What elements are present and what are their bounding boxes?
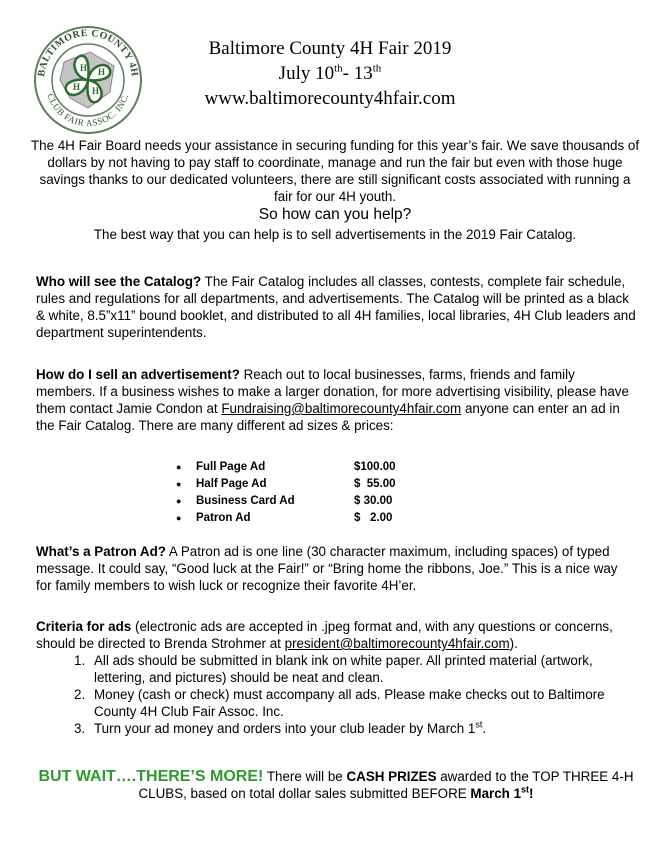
criteria-section (36, 618, 636, 737)
four-leaf-clover-icon (30, 22, 146, 134)
list-item (74, 652, 614, 686)
list-item (74, 686, 614, 720)
cash-prizes: CASH PRIZES (346, 769, 437, 784)
price-row (176, 459, 436, 476)
ad-price-list (176, 459, 436, 527)
intro-section (30, 137, 640, 243)
ad-price: $100.00 (354, 461, 396, 473)
price-row (176, 493, 436, 510)
patron-paragraph (36, 543, 636, 594)
website-url[interactable]: www.baltimorecounty4hfair.com (204, 88, 456, 109)
deadline-sup: st (521, 784, 530, 795)
bullet-icon: ● (176, 462, 182, 472)
list-text-wrap (94, 720, 486, 737)
svg-text:CLUB FAIR ASSOC. INC.: CLUB FAIR ASSOC. INC. (45, 92, 131, 129)
criteria-paragraph (36, 618, 636, 652)
closing-text-1: There will be (263, 769, 347, 784)
who-paragraph (36, 273, 636, 341)
deadline: March 1 (470, 786, 522, 801)
ad-type: Half Page Ad (196, 478, 267, 490)
list-number: 1. (74, 653, 86, 668)
price-row (176, 510, 436, 527)
bullet-icon: ● (176, 479, 182, 489)
how-paragraph (36, 366, 636, 434)
help-question: So how can you help? (258, 206, 412, 223)
patron-body: A Patron ad is one line (30 character maximum, including spaces) of typed message. It could say, “Good luck at the Fair!” or “Bring home the ribbons, Joe.” This is a nice way for family members to wish luck or recognize their favorite 4H’er. (36, 544, 618, 593)
list-text: Money (cash or check) must accompany all ads. Please make checks out to Baltimore County 4H Club Fair Assoc. Inc. (94, 687, 605, 719)
closing-text-2: awarded to the TOP THREE 4-H CLUBS, based on total dollar sales submitted BEFORE (138, 769, 634, 801)
how-body-1: Reach out to local businesses, farms, friends and family members. If a business wishes to make a larger donation, for more advertising visibility, please have them contact Jamie Condon at (36, 367, 629, 416)
ad-price: $ 30.00 (354, 495, 393, 507)
intro-paragraph: The 4H Fair Board needs your assistance in securing funding for this year’s fair. We save thousands of dollars by not having to pay staff to coordinate, manage and run the fair but even with those huge savings thanks to our dedicated volunteers, there are still significant costs associated with running a fair for our 4H youth. (30, 138, 640, 204)
ad-type: Patron Ad (196, 512, 251, 524)
dates-start-suffix: th (334, 62, 343, 75)
how-body-2: anyone can enter an ad in the Fair Catalog. There are many different ad sizes & prices: (36, 401, 620, 433)
criteria-body-2: ). (509, 636, 518, 651)
page-header (150, 36, 510, 111)
who-section (36, 273, 636, 341)
who-body: The Fair Catalog includes all classes, contests, complete fair schedule, rules and regulations for all departments, and advertisements. The Catalog will be printed as a black & white, 8.5”x11” bound booklet, and distributed to all 4H families, local libraries, 4H Club leaders and department superintendents. (36, 274, 636, 340)
patron-section (36, 543, 636, 594)
how-heading: How do I sell an advertisement? (36, 367, 240, 382)
list-item (74, 720, 614, 737)
svg-text:H: H (80, 63, 88, 73)
list-text-tail: . (482, 721, 487, 736)
svg-text:H: H (92, 86, 100, 96)
svg-text:BALTIMORE COUNTY 4H: BALTIMORE COUNTY 4H (36, 27, 140, 78)
ad-type: Business Card Ad (196, 495, 295, 507)
dates-end-suffix: th (372, 62, 382, 75)
president-email-link[interactable]: president@baltimorecounty4hfair.com (284, 636, 510, 651)
fair-logo (30, 22, 146, 134)
closing-section (36, 768, 636, 802)
closing-end: ! (529, 786, 534, 801)
price-row (176, 476, 436, 493)
ad-type: Full Page Ad (196, 461, 266, 473)
fundraising-email-link[interactable]: Fundraising@baltimorecounty4hfair.com (221, 401, 462, 416)
list-text: Turn your ad money and orders into your club leader by March 1 (94, 721, 476, 736)
fair-dates (150, 61, 510, 86)
bullet-icon: ● (176, 513, 182, 523)
criteria-heading: Criteria for ads (36, 619, 132, 634)
patron-heading: What’s a Patron Ad? (36, 544, 166, 559)
help-answer: The best way that you can help is to sell advertisements in the 2019 Fair Catalog. (93, 227, 577, 242)
svg-text:H: H (73, 82, 81, 92)
but-wait-headline: BUT WAIT….THERE’S MORE! (38, 768, 264, 785)
ad-price: $ 2.00 (354, 512, 393, 524)
bullet-icon: ● (176, 496, 182, 506)
dates-start: July 10 (278, 63, 335, 84)
list-number: 2. (74, 687, 86, 702)
closing-paragraph (36, 768, 636, 802)
svg-text:H: H (98, 67, 106, 77)
page-title: Baltimore County 4H Fair 2019 (208, 38, 452, 59)
who-heading: Who will see the Catalog? (36, 274, 202, 289)
dates-end: - 13 (342, 63, 373, 84)
list-text: All ads should be submitted in blank ink on white paper. All printed material (artwork, lettering, and pictures) should be neat and clean. (94, 653, 593, 685)
how-section (36, 366, 636, 434)
criteria-list (74, 652, 614, 737)
list-number: 3. (74, 721, 86, 736)
ad-price: $ 55.00 (354, 478, 396, 490)
criteria-body-1: (electronic ads are accepted in .jpeg format and, with any questions or concerns, should be directed to Brenda Strohmer at (36, 619, 613, 651)
list-text-sup: st (475, 719, 483, 730)
